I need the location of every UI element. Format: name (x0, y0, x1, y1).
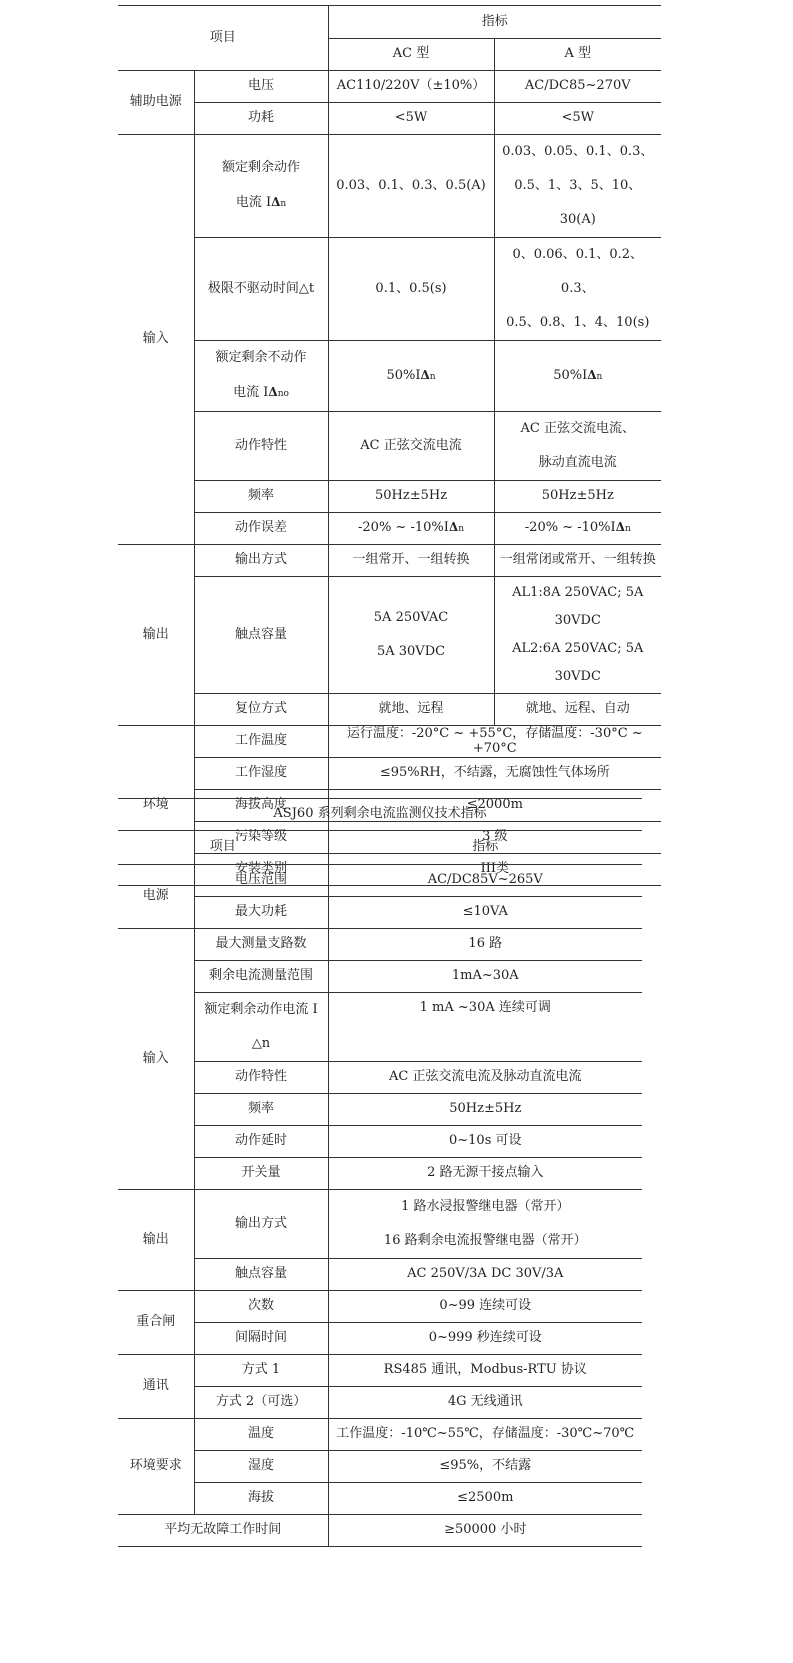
row-install-val: III类 (328, 854, 661, 886)
group-env: 环境 (118, 726, 194, 886)
row-power-ac: <5W (328, 103, 494, 135)
row-out-mode-val: 1 路水浸报警继电器（常开） 16 路剩余电流报警继电器（常开） (328, 1190, 642, 1259)
row-mtbf-val: ≥50000 小时 (328, 1515, 642, 1547)
row-voltage-ac: AC110/220V（±10%） (328, 71, 494, 103)
row-alt-label: 海拔 (194, 1483, 328, 1515)
row-limit-time-a: 0、0.06、0.1、0.2、0.3、 0.5、0.8、1、4、10(s) (494, 238, 661, 341)
row-op-delay-val: 0~10s 可设 (328, 1126, 642, 1158)
row-mode2-label: 方式 2（可选） (194, 1387, 328, 1419)
row-rated-op-ac: 0.03、0.1、0.3、0.5(A) (328, 135, 494, 238)
header-ac-type: AC 型 (328, 39, 494, 71)
row-v-range-val: AC/DC85V~265V (328, 865, 642, 897)
group-input: 输入 (118, 135, 194, 545)
row-mode1-label: 方式 1 (194, 1355, 328, 1387)
row-install-label: 安装类别 (194, 854, 328, 886)
row-op-char-label: 动作特性 (194, 1062, 328, 1094)
row-reset-a: 就地、远程、自动 (494, 694, 661, 726)
table-caption: ASJ60 系列剩余电流监测仪技术指标 (118, 799, 642, 831)
header-item: 项目 (118, 831, 328, 865)
row-contact-val: AC 250V/3A DC 30V/3A (328, 1259, 642, 1291)
row-voltage-label: 电压 (194, 71, 328, 103)
row-pollution-label: 污染等级 (194, 822, 328, 854)
row-work-temp-val: 运行温度：-20°C ~ +55°C，存储温度：-30°C ~ +70°C (328, 726, 661, 758)
group-env: 环境要求 (118, 1419, 194, 1515)
row-op-err-a: -20% ~ -10%IΔn (494, 513, 661, 545)
row-contact-label: 触点容量 (194, 1259, 328, 1291)
row-interval-val: 0~999 秒连续可设 (328, 1323, 642, 1355)
row-switch-qty-label: 开关量 (194, 1158, 328, 1190)
row-reset-label: 复位方式 (194, 694, 328, 726)
header-spec: 指标 (328, 831, 642, 865)
row-rated-op-val: 1 mA ~30A 连续可调 (328, 993, 642, 1062)
row-out-mode-label: 输出方式 (194, 1190, 328, 1259)
header-a-type: A 型 (494, 39, 661, 71)
row-out-mode-a: 一组常闭或常开、一组转换 (494, 545, 661, 577)
header-item: 项目 (118, 6, 328, 71)
row-rated-nonop-label: 额定剩余不动作 电流 IΔno (194, 341, 328, 412)
row-max-power-val: ≤10VA (328, 897, 642, 929)
row-alt-val: ≤2500m (328, 1483, 642, 1515)
row-work-hum-val: ≤95%RH，不结露，无腐蚀性气体场所 (328, 758, 661, 790)
row-limit-time-ac: 0.1、0.5(s) (328, 238, 494, 341)
row-res-range-val: 1mA~30A (328, 961, 642, 993)
row-op-char-a: AC 正弦交流电流、 脉动直流电流 (494, 412, 661, 481)
row-altitude-val: ≤2000m (328, 790, 661, 822)
row-rated-op-label: 额定剩余动作 电流 IΔn (194, 135, 328, 238)
group-power: 电源 (118, 865, 194, 929)
row-interval-label: 间隔时间 (194, 1323, 328, 1355)
row-hum-val: ≤95%，不结露 (328, 1451, 642, 1483)
row-op-char-label: 动作特性 (194, 412, 328, 481)
row-res-range-label: 剩余电流测量范围 (194, 961, 328, 993)
row-mode2-val: 4G 无线通讯 (328, 1387, 642, 1419)
row-work-temp-label: 工作温度 (194, 726, 328, 758)
group-reclose: 重合闸 (118, 1291, 194, 1355)
group-output: 输出 (118, 545, 194, 726)
row-max-branches-val: 16 路 (328, 929, 642, 961)
row-rated-nonop-ac: 50%IΔn (328, 341, 494, 412)
group-output: 输出 (118, 1190, 194, 1291)
row-op-delay-label: 动作延时 (194, 1126, 328, 1158)
group-aux-power: 辅助电源 (118, 71, 194, 135)
row-contact-ac: 5A 250VAC 5A 30VDC (328, 577, 494, 694)
row-temp-val: 工作温度：-10℃~55℃，存储温度：-30℃~70℃ (328, 1419, 642, 1451)
row-op-char-ac: AC 正弦交流电流 (328, 412, 494, 481)
row-contact-label: 触点容量 (194, 577, 328, 694)
row-mtbf-label: 平均无故障工作时间 (118, 1515, 328, 1547)
group-input: 输入 (118, 929, 194, 1190)
header-spec: 指标 (328, 6, 661, 39)
row-out-mode-label: 输出方式 (194, 545, 328, 577)
row-mode1-val: RS485 通讯，Modbus-RTU 协议 (328, 1355, 642, 1387)
row-op-err-label: 动作误差 (194, 513, 328, 545)
spec-table-asj60 (118, 798, 642, 1547)
row-op-char-val: AC 正弦交流电流及脉动直流电流 (328, 1062, 642, 1094)
row-out-mode-ac: 一组常开、一组转换 (328, 545, 494, 577)
row-freq-val: 50Hz±5Hz (328, 1094, 642, 1126)
row-v-range-label: 电压范围 (194, 865, 328, 897)
row-work-hum-label: 工作湿度 (194, 758, 328, 790)
row-rated-op-label: 额定剩余动作电流 I △n (194, 993, 328, 1062)
row-power-label: 功耗 (194, 103, 328, 135)
row-max-power-label: 最大功耗 (194, 897, 328, 929)
row-limit-time-label: 极限不驱动时间△t (194, 238, 328, 341)
row-pollution-val: 3 级 (328, 822, 661, 854)
row-freq-ac: 50Hz±5Hz (328, 481, 494, 513)
row-max-branches-label: 最大测量支路数 (194, 929, 328, 961)
row-times-label: 次数 (194, 1291, 328, 1323)
row-times-val: 0~99 连续可设 (328, 1291, 642, 1323)
row-reset-ac: 就地、远程 (328, 694, 494, 726)
row-contact-a: AL1:8A 250VAC; 5A 30VDC AL2:6A 250VAC; 5A 30VDC (494, 577, 661, 694)
row-switch-qty-val: 2 路无源干接点输入 (328, 1158, 642, 1190)
row-voltage-a: AC/DC85~270V (494, 71, 661, 103)
row-hum-label: 湿度 (194, 1451, 328, 1483)
row-freq-label: 频率 (194, 481, 328, 513)
spec-table-ac-a (118, 5, 661, 886)
row-rated-nonop-a: 50%IΔn (494, 341, 661, 412)
group-comm: 通讯 (118, 1355, 194, 1419)
row-freq-label: 频率 (194, 1094, 328, 1126)
row-freq-a: 50Hz±5Hz (494, 481, 661, 513)
row-op-err-ac: -20% ~ -10%IΔn (328, 513, 494, 545)
row-altitude-label: 海拔高度 (194, 790, 328, 822)
row-temp-label: 温度 (194, 1419, 328, 1451)
row-rated-op-a: 0.03、0.05、0.1、0.3、 0.5、1、3、5、10、30(A) (494, 135, 661, 238)
row-power-a: <5W (494, 103, 661, 135)
